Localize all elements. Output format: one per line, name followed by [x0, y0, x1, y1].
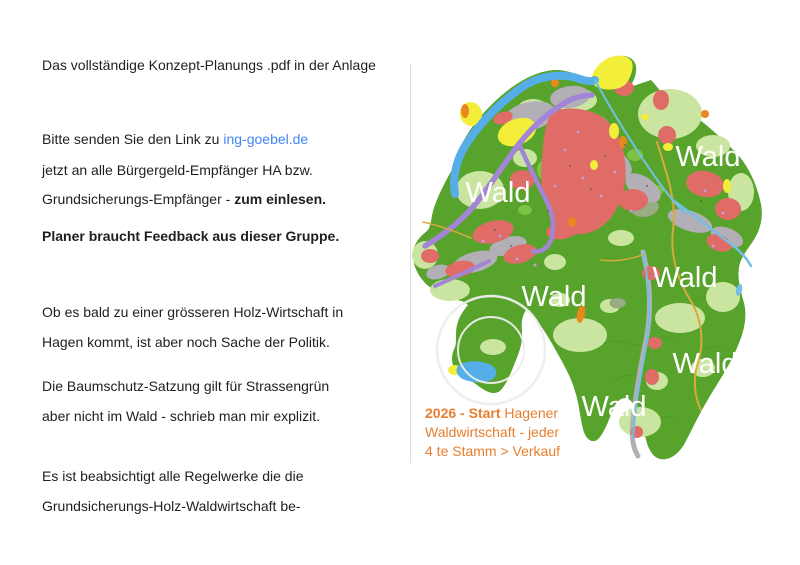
paragraph-baumschutz-1: Die Baumschutz-Satzung gilt für Strassengrün: [42, 378, 330, 394]
paragraph-regelwerke-2: Grundsicherungs-Holz-Waldwirtschaft be-: [42, 498, 301, 514]
zum-einlesen-bold: zum einlesen.: [234, 191, 327, 207]
paragraph-holzwirtschaft-1: Ob es bald zu einer grösseren Holz-Wirtschaft in: [42, 304, 344, 320]
map-svg: [405, 50, 770, 465]
paragraph-regelwerke-1: Es ist beabsichtigt alle Regelwerke die die: [42, 468, 304, 484]
paragraph-feedback: [42, 228, 339, 246]
caption-line-2: Waldwirtschaft - jeder: [425, 424, 560, 440]
wald-label-south: Wald: [581, 391, 647, 423]
paragraph-baumschutz-2: aber nicht im Wald - schrieb man mir explizit.: [42, 408, 321, 424]
send-link-text: Bitte senden Sie den Link zu: [42, 131, 220, 147]
wald-label-east: Wald: [652, 262, 718, 294]
caption-year-bold: 2026 - Start: [425, 405, 501, 421]
ing-goebel-link[interactable]: ing-goebel.de: [223, 131, 309, 147]
wald-label-center-south: Wald: [521, 281, 587, 313]
paragraph-recipients: jetzt an alle Bürgergeld-Empfänger HA bzw.: [42, 162, 313, 178]
caption-line-3: 4 te Stamm > Verkauf: [425, 443, 561, 459]
hagen-landuse-map-image: [405, 50, 770, 465]
wald-label-southeast: Wald: [672, 348, 738, 380]
paragraph-holzwirtschaft-2: Hagen kommt, ist aber noch Sache der Politik.: [42, 334, 330, 350]
caption-line1-rest: Hagener: [504, 405, 559, 421]
wald-label-northeast: Wald: [675, 141, 741, 173]
paragraph-attachment-note: Das vollständige Konzept-Planungs .pdf in der Anlage: [42, 57, 376, 73]
grundsicherung-text: Grundsicherungs-Empfänger -: [42, 191, 231, 207]
wald-label-west: Wald: [465, 177, 531, 209]
map-caption: [425, 404, 560, 461]
caption-line-1: [425, 404, 560, 423]
paragraph-send-link: [42, 131, 308, 149]
paragraph-grundsicherung: [42, 191, 326, 209]
feedback-bold: Planer braucht Feedback aus dieser Gruppe.: [42, 228, 340, 244]
